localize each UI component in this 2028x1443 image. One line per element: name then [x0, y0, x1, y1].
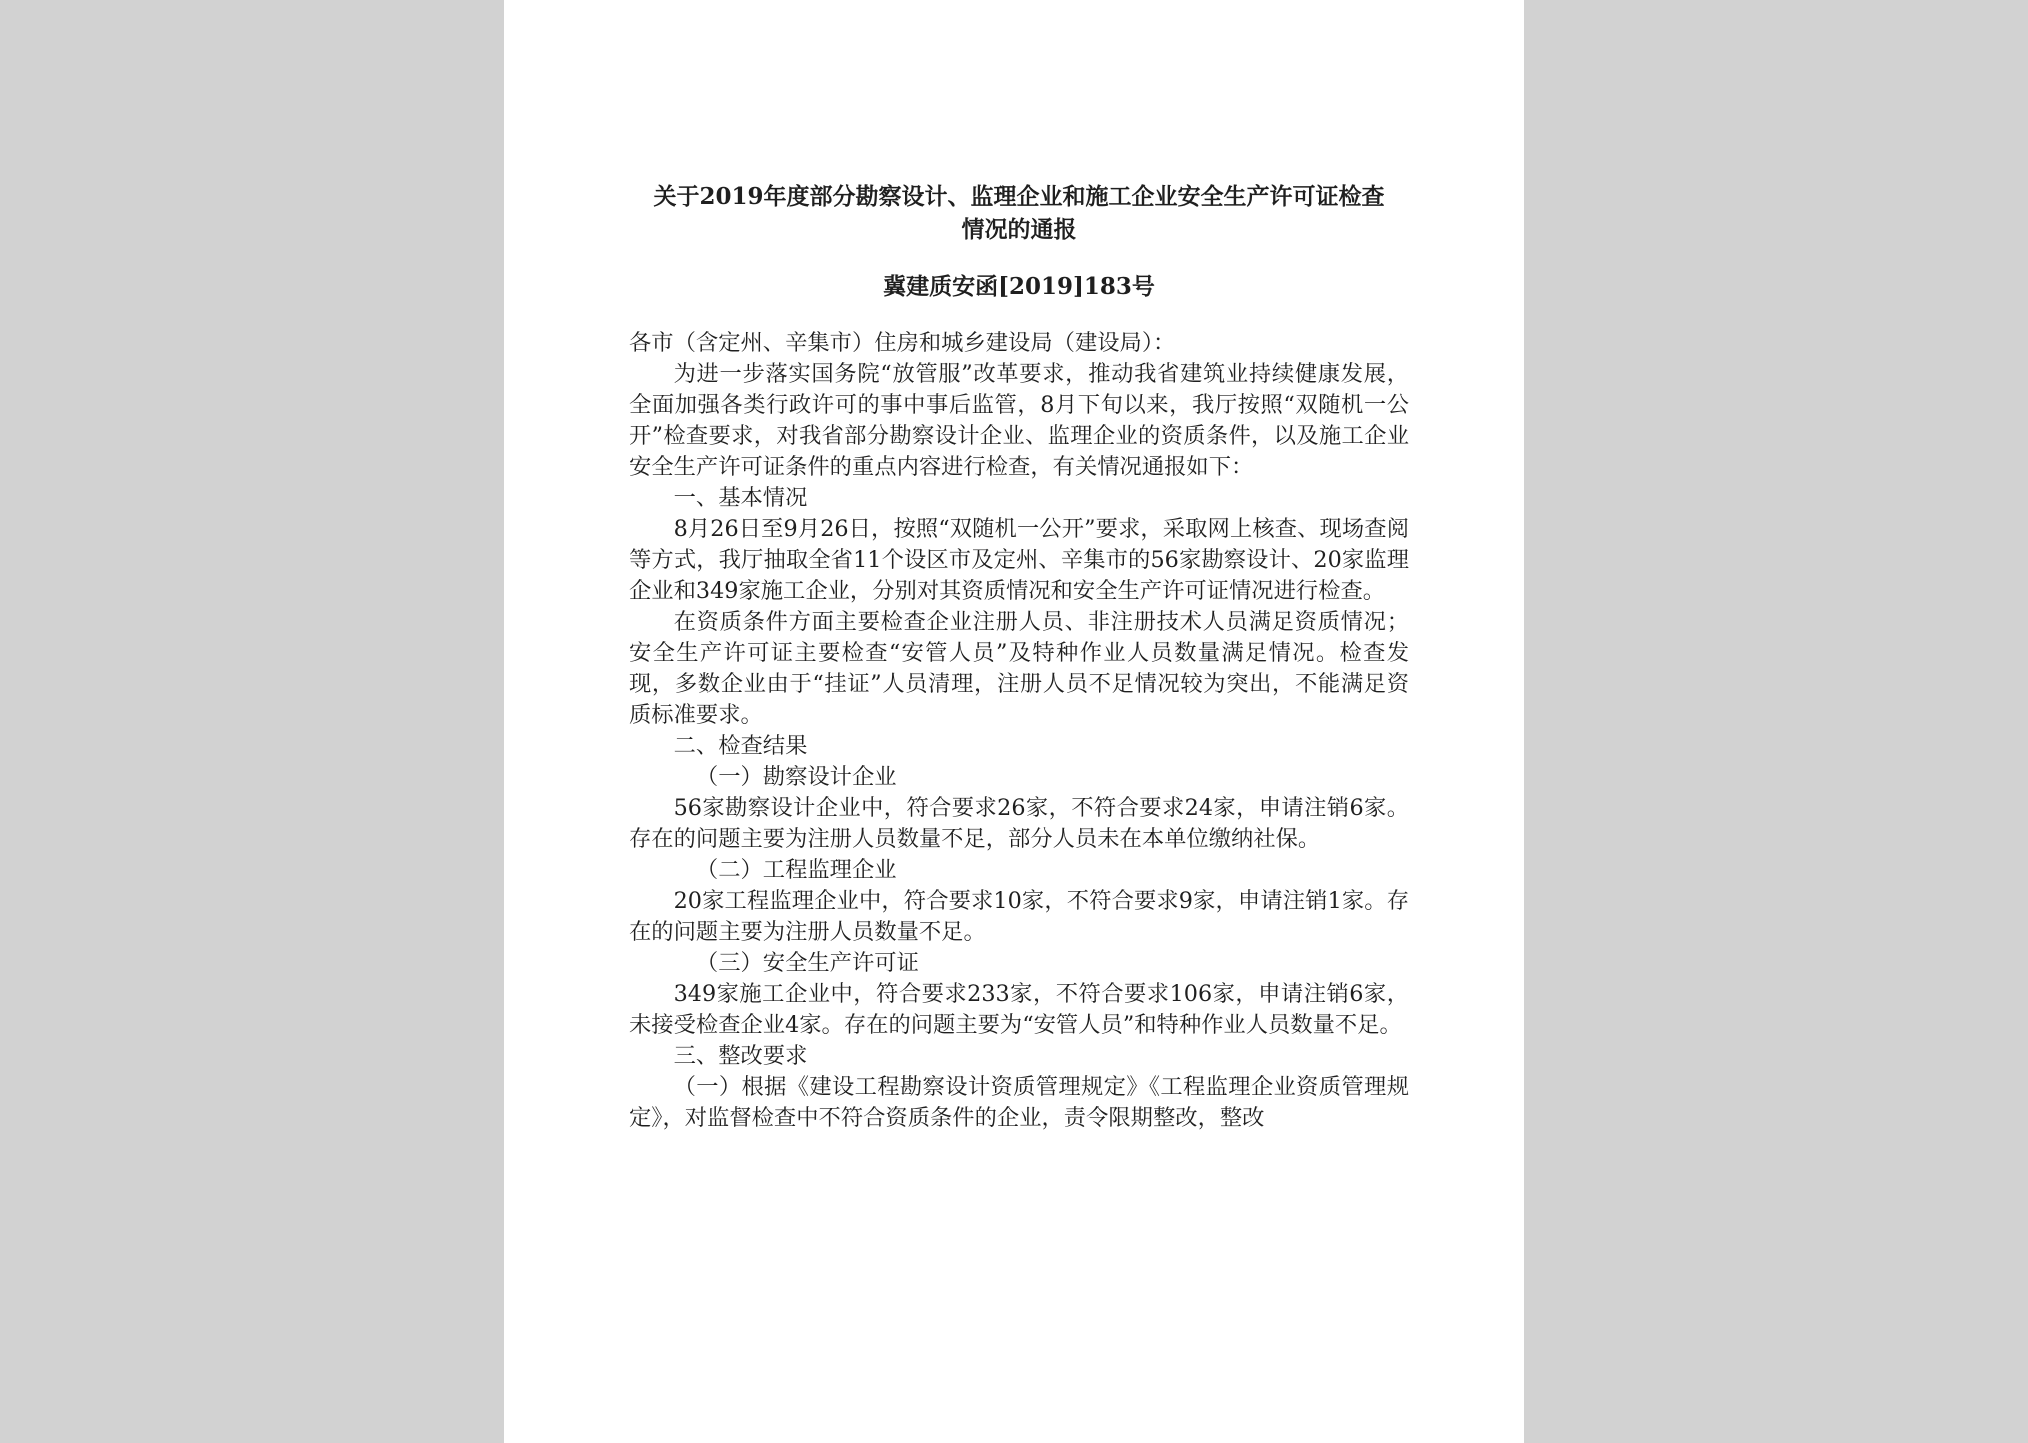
- section-heading-basic: 一、基本情况: [673, 485, 808, 511]
- salutation: 各市（含定州、辛集市）住房和城乡建设局（建设局）：: [629, 330, 1176, 356]
- paragraph-rectification-1: （一）根据《建设工程勘察设计资质管理规定》《工程监理企业资质管理规定》，对监督检查中不符合资质条件的企业，责令限期整改，整改: [629, 1074, 1409, 1131]
- document-body: [629, 328, 1409, 1134]
- subheading-supervision: （二）工程监理企业: [695, 857, 897, 883]
- document-title: 关于2019年度部分勘察设计、监理企业和施工企业安全生产许可证检查情况的通报: [653, 183, 1385, 243]
- section-heading-rectification: 三、整改要求: [673, 1043, 808, 1069]
- subheading-survey-design: （一）勘察设计企业: [695, 764, 897, 790]
- document-page: [504, 0, 1524, 1443]
- paragraph-safety-license: 349家施工企业中，符合要求233家，不符合要求106家，申请注销6家，未接受检查企业4家。存在的问题主要为“安管人员”和特种作业人员数量不足。: [629, 981, 1409, 1038]
- document-number: 冀建质安函[2019]183号: [883, 273, 1155, 300]
- document-content: [629, 180, 1409, 1131]
- subheading-safety-license: （三）安全生产许可证: [695, 950, 919, 976]
- paragraph-inspection-scope: 8月26日至9月26日，按照“双随机一公开”要求，采取网上核查、现场查阅等方式，我厅抽取全省11个设区市及定州、辛集市的56家勘察设计、20家监理企业和349家施工企业，分别对其资质情况和安全生产许可证情况进行检查。: [629, 516, 1409, 604]
- section-heading-results: 二、检查结果: [673, 733, 808, 759]
- intro-paragraph: 为进一步落实国务院“放管服”改革要求，推动我省建筑业持续健康发展，全面加强各类行政许可的事中事后监管，8月下旬以来，我厅按照“双随机一公开”检查要求，对我省部分勘察设计企业、监理企业的资质条件，以及施工企业安全生产许可证条件的重点内容进行检查，有关情况通报如下：: [629, 361, 1409, 480]
- paragraph-inspection-focus: 在资质条件方面主要检查企业注册人员、非注册技术人员满足资质情况；安全生产许可证主要检查“安管人员”及特种作业人员数量满足情况。检查发现，多数企业由于“挂证”人员清理，注册人员不足情况较为突出，不能满足资质标准要求。: [629, 609, 1409, 728]
- paragraph-survey-design: 56家勘察设计企业中，符合要求26家，不符合要求24家，申请注销6家。存在的问题主要为注册人员数量不足，部分人员未在本单位缴纳社保。: [629, 795, 1409, 852]
- paragraph-supervision: 20家工程监理企业中，符合要求10家，不符合要求9家，申请注销1家。存在的问题主要为注册人员数量不足。: [629, 888, 1409, 945]
